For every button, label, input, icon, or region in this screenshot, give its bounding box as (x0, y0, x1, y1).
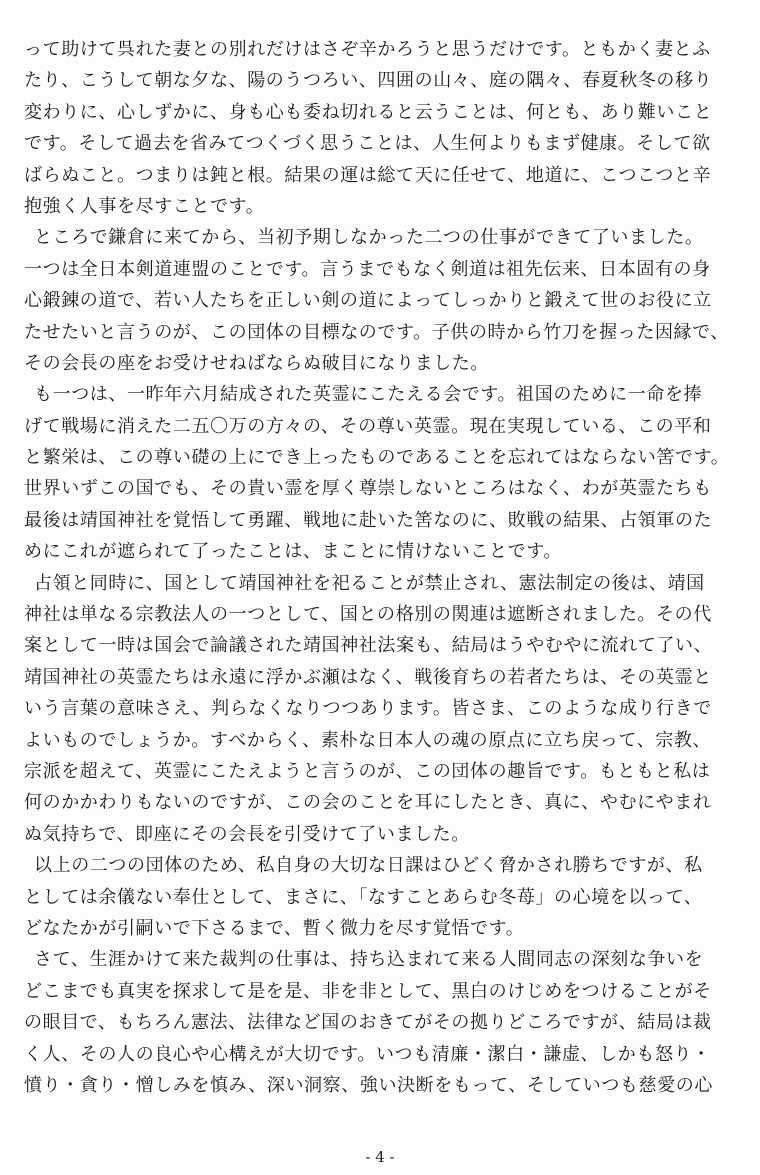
text-line-31: どこまでも真実を探求して是を是、非を非として、黒白のけじめをつけることがそ (24, 980, 712, 1002)
text-line-32: の眼目で、もちろん憲法、法律など国のおきてがその拠りどころですが、結局は裁 (24, 1012, 712, 1034)
page-number: - 4 - (365, 1148, 395, 1166)
text-line-30: さて、生涯かけて来た裁判の仕事は、持ち込まれて来る人間同志の深刻な争いを (34, 949, 704, 971)
text-line-11: その会長の座をお受けせねばならぬ破目になりました。 (24, 352, 489, 374)
text-line-21: 靖国神社の英霊たちは永遠に浮かぶ瀬はなく、戦後育ちの若者たちは、その英霊と (24, 666, 712, 688)
text-line-2: たり、こうして朝な夕な、陽のうつろい、四囲の山々、庭の隅々、春夏秋冬の移り (24, 70, 713, 92)
text-line-9: 心鍛錬の道で、若い人たちを正しい剣の道によってしっかりと鍛えて世のお役に立 (24, 290, 712, 312)
text-line-6: 抱強く人事を尽すことです。 (24, 195, 265, 217)
text-line-27: 以上の二つの団体のため、私自身の大切な日課はひどく脅かされ勝ちですが、私 (34, 855, 703, 877)
text-line-18: 占領と同時に、国として靖国神社を祀ることが禁止され、憲法制定の後は、靖国 (34, 572, 705, 594)
text-line-19: 神社は単なる宗教法人の一つとして、国との格別の関連は遮断されました。その代 (24, 604, 712, 626)
text-line-7: ところで鎌倉に来てから、当初予期しなかった二つの仕事ができて了いました。 (34, 227, 704, 249)
text-line-12: も一つは、一昨年六月結成された英霊にこたえる会です。祖国のために一命を捧 (34, 384, 703, 406)
text-line-26: ぬ気持ちで、即座にその会長を引受けて了いました。 (24, 823, 470, 845)
text-line-17: めにこれが遮られて了ったことは、まことに情けないことです。 (24, 541, 562, 563)
text-line-5: ばらぬこと。つまりは鈍と根。結果の運は総て天に任せて、地道に、こつこつと辛 (24, 164, 712, 186)
text-line-4: です。そして過去を省みてつくづく思うことは、人生何よりもまず健康。そして欲 (24, 133, 711, 155)
text-line-13: げて戦場に消えた二五〇万の方々の、その尊い英霊。現在実現している、この平和 (24, 415, 712, 437)
text-line-8: 一つは全日本剣道連盟のことです。言うまでもなく剣道は祖先伝来、日本固有の身 (24, 258, 711, 280)
text-line-23: よいものでしょうか。すべからく、素朴な日本人の魂の原点に立ち戻って、宗教、 (24, 729, 712, 751)
text-line-10: たせたいと言うのが、この団体の目標なのです。子供の時から竹刀を握った因縁で、 (24, 321, 729, 343)
text-line-3: 変わりに、心しずかに、身も心も委ね切れると云うことは、何とも、あり難いこと (24, 101, 713, 123)
text-line-14: と繁栄は、この尊い礎の上にでき上ったものであることを忘れてはならない筈です。 (24, 447, 730, 469)
text-line-15: 世界いずこの国でも、その貴い霊を厚く尊崇しないところはなく、わが英霊たちも (24, 478, 712, 500)
text-line-29: どなたかが引嗣いで下さるまで、暫く微力を尽す覚悟です。 (24, 917, 525, 939)
text-line-1: って助けて呉れた妻との別れだけはさぞ辛かろうと思うだけです。ともかく妻とふ (24, 39, 711, 60)
text-line-20: 案として一時は国会で論議された靖国神社法案も、結局はうやむやに流れて了い、 (24, 635, 713, 657)
text-line-33: く人、その人の良心や心構えが大切です。いつも清廉・潔白・謙虚、しかも怒り・ (24, 1043, 711, 1065)
text-line-28: としては余儀ない奉仕として、まさに、「なすことあらむ冬苺」の心境を以って、 (24, 886, 703, 908)
text-line-25: 何のかかわりもないのですが、この会のことを耳にしたとき、真に、やむにやまれ (24, 792, 712, 814)
text-line-16: 最後は靖国神社を覚悟して勇躍、戦地に赴いた筈なのに、敗戦の結果、占領軍のた (24, 509, 713, 531)
text-line-22: いう言葉の意味さえ、判らなくなりつつあります。皆さま、このような成り行きで (24, 698, 712, 720)
body-text (24, 34, 730, 1101)
text-line-34: 憤り・貪り・憎しみを慎み、深い洞察、強い決断をもって、そしていつも慈愛の心 (24, 1074, 713, 1096)
text-line-24: 宗派を超えて、英霊にこたえようと言うのが、この団体の趣旨です。もともと私は (24, 760, 711, 782)
